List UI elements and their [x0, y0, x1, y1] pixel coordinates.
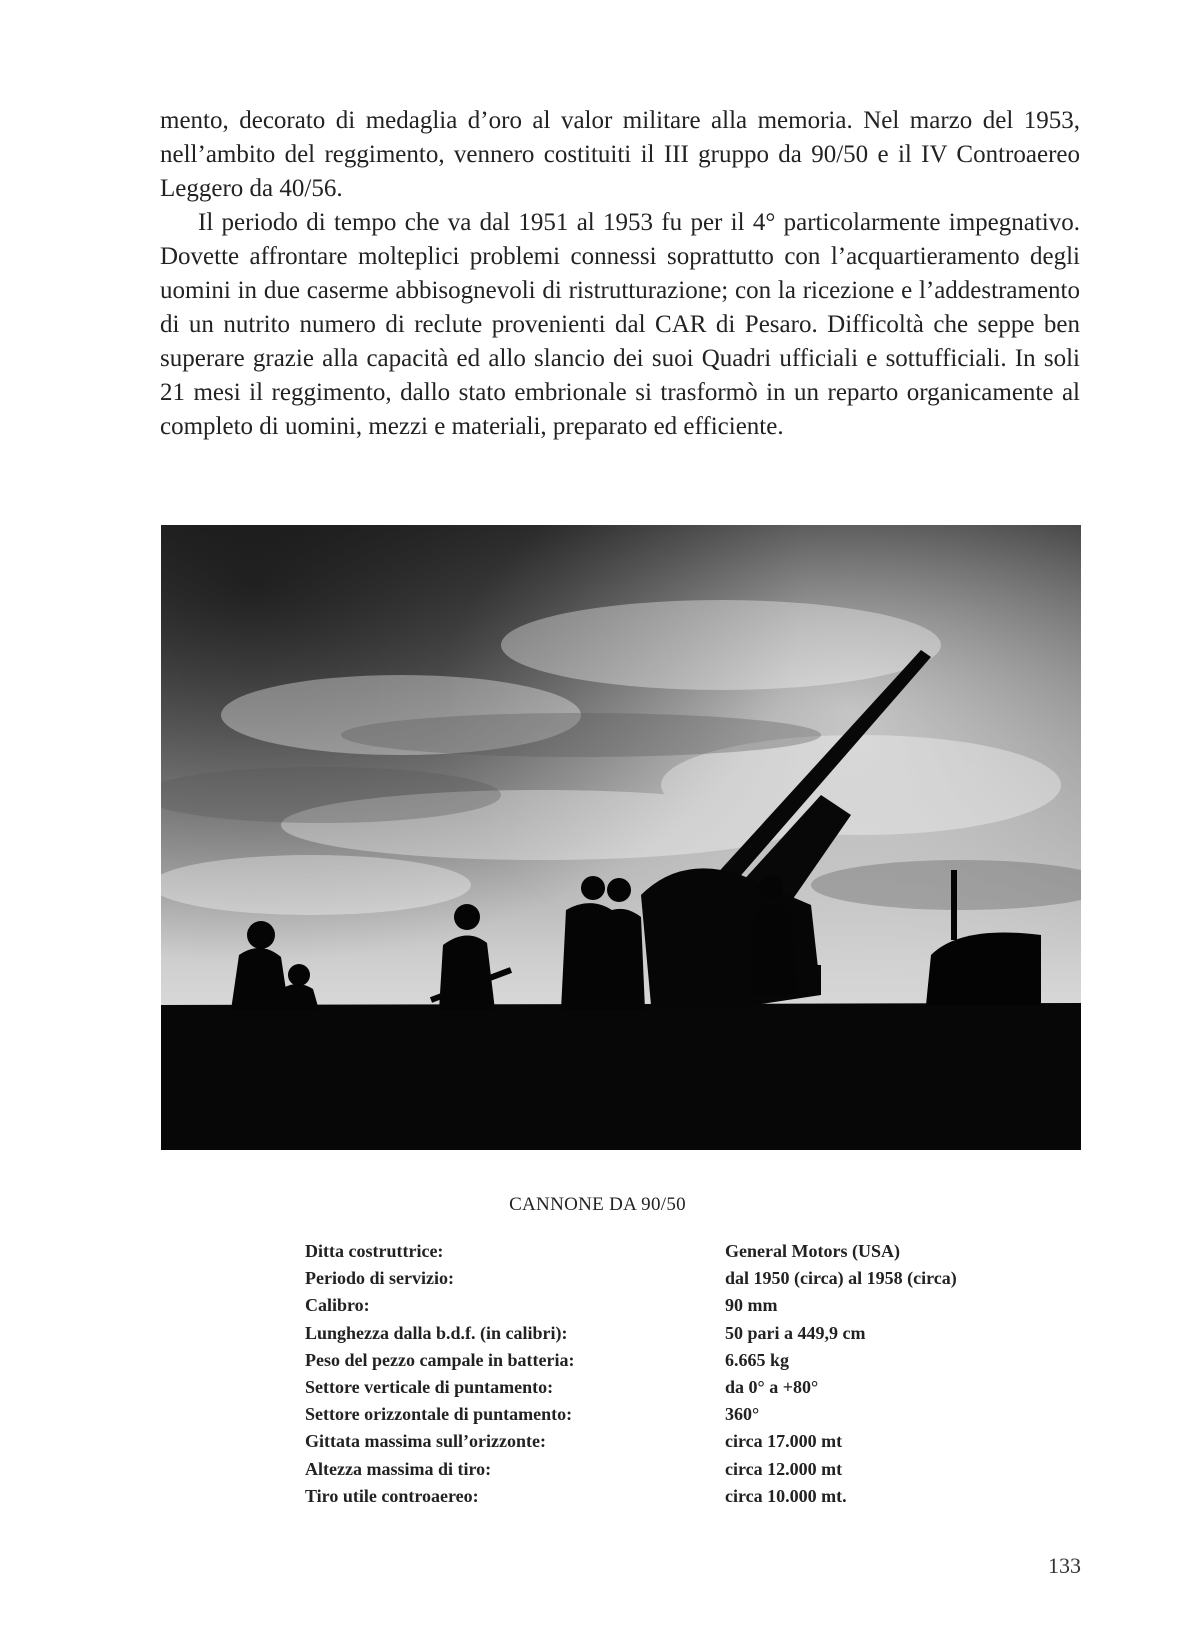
spec-value: dal 1950 (circa) al 1958 (circa) — [725, 1268, 957, 1289]
spec-label: Ditta costruttrice: — [305, 1241, 444, 1261]
spec-row — [305, 1320, 1025, 1347]
spec-value: circa 10.000 mt. — [725, 1485, 847, 1506]
paragraph-2: Il periodo di tempo che va dal 1951 al 1953 fu per il 4° particolarmente impegnativo. Dovette affrontare molteplici problemi connessi soprattutto con l’acquartieramento degli uomini in due caserme abbisognevoli di ristrutturazione; con la ricezione e l’addestramento di un nutrito numero di reclute provenienti dal CAR di Pesaro. Difficoltà che seppe ben superare grazie alla capacità ed allo slancio dei suoi Quadri ufficiali e sottufficiali. In soli 21 mesi il reggimento, dallo stato embrionale si trasformò in un reparto organicamente al completo di uomini, mezzi e materiali, preparato ed efficiente. — [160, 209, 1080, 440]
spec-value: circa 17.000 mt — [725, 1431, 843, 1452]
spec-row — [305, 1238, 1025, 1265]
photo-caption: CANNONE DA 90/50 — [509, 1194, 686, 1215]
spec-row — [305, 1374, 1025, 1401]
spec-value: 360° — [725, 1404, 760, 1425]
spec-label: Gittata massima sull’orizzonte: — [305, 1431, 546, 1452]
spec-value: 6.665 kg — [725, 1349, 790, 1370]
spec-value: General Motors (USA) — [725, 1241, 900, 1261]
ground — [161, 1003, 1081, 1150]
anti-aircraft-gun-photo — [161, 525, 1081, 1150]
spec-value: circa 12.000 mt — [725, 1458, 843, 1479]
spec-value: 50 pari a 449,9 cm — [725, 1322, 866, 1343]
photo-illustration — [161, 525, 1081, 1150]
spec-row — [305, 1401, 1025, 1428]
spec-row — [305, 1347, 1025, 1374]
spec-row — [305, 1265, 1025, 1292]
spec-label: Peso del pezzo campale in batteria: — [305, 1349, 575, 1370]
spec-label: Lunghezza dalla b.d.f. (in calibri): — [305, 1322, 568, 1343]
spec-value: da 0° a +80° — [725, 1376, 819, 1397]
spec-label: Periodo di servizio: — [305, 1268, 454, 1289]
body-text — [160, 104, 1080, 444]
spec-label: Settore verticale di puntamento: — [305, 1376, 554, 1397]
spec-label: Altezza massima di tiro: — [305, 1458, 492, 1479]
spec-label: Settore orizzontale di puntamento: — [305, 1404, 573, 1425]
spec-row — [305, 1292, 1025, 1319]
spec-label: Tiro utile controaereo: — [305, 1485, 479, 1506]
spec-label: Calibro: — [305, 1295, 370, 1316]
spec-row — [305, 1483, 1025, 1510]
paragraph-1: mento, decorato di medaglia d’oro al valor militare alla memoria. Nel marzo del 1953, nell’ambito del reggimento, vennero costituiti il III gruppo da 90/50 e il IV Controaereo Leggero da 40/56. — [160, 107, 1080, 202]
spec-value: 90 mm — [725, 1295, 778, 1316]
spec-row — [305, 1428, 1025, 1455]
spec-row — [305, 1456, 1025, 1483]
spec-table — [305, 1238, 1025, 1510]
page-number: 133 — [1048, 1553, 1081, 1578]
